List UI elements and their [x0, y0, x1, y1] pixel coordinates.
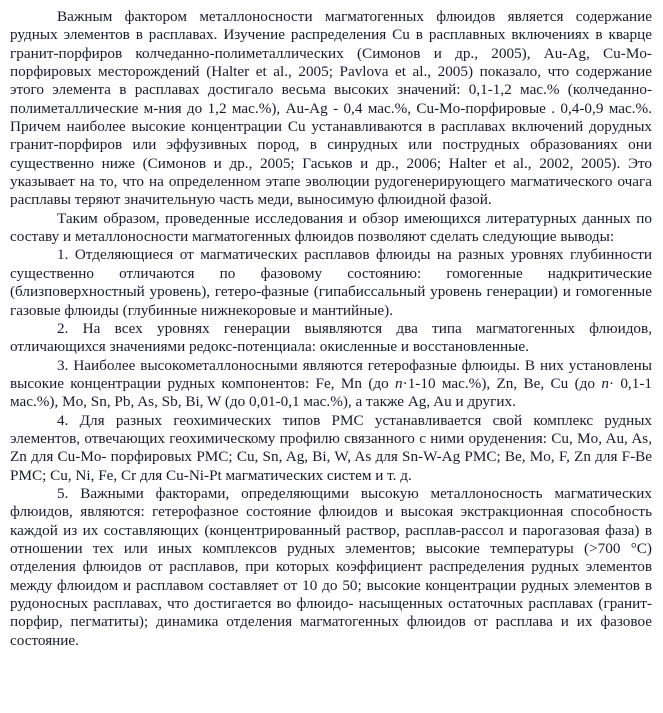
paragraph-conclusion-3: [10, 357, 652, 412]
paragraph-intro-metal-content: Важным фактором металлоносности магматогенных флюидов является содержание рудных элементов в расплавах. Изучение распределения Cu в расплавных включениях в кварце гранит-порфиров колчеданно-полиметаллических (Симонов и др., 2005), Au-Ag, Cu-Mo-порфировых месторождений (Halter et al., 2005; Pavlova et al., 2005) показало, что содержание этого элемента в расплавах достигало весьма высоких значений: 0,1-1,2 мас.% (колчеданно-полиметаллические м-ния до 1,2 мас.%), Au-Ag - 0,4 мас.%, Cu-Mo-порфировые . 0,4-0,9 мас.%. Причем наиболее высокие концентрации Cu устанавливаются в расплавах включений дорудных гранит-порфиров или эффузивных пород, в синрудных или пострудных образованиях они существенно ниже (Симонов и др., 2005; Гаськов и др., 2006; Halter et al., 2002, 2005). Это указывает на то, что на определенном этапе эволюции рудогенерирующего магматического очага расплавы теряют значительную часть меди, выносимую флюидной фазой.: [10, 8, 652, 209]
variable-n-italic: n: [395, 374, 403, 392]
paragraph-conclusions-lead: Таким образом, проведенные исследования и обзор имеющихся литературных данных по составу и металлоносности магматогенных флюидов позволяют сделать следующие выводы:: [10, 209, 652, 246]
text-segment: 3. Наиболее высокометаллоносными являются гетерофазные флюиды. В них установлены высокие концентрации рудных компонентов: Fe, Mn (до: [10, 356, 652, 392]
text-segment: · 0,1-1 мас.%), Mo, Sn, Pb, As, Sb, Bi, W (до 0,01-0,1 мас.%), а также Ag, Au и других.: [10, 374, 652, 411]
paragraph-conclusion-5: 5. Важными факторами, определяющими высокую металлоносность магматических флюидов, являются: гетерофазное состояние флюидов и высокая экстракционная способность каждой из их составляющих (концентрированный раствор, расплав-рассол и парогазовая фаза) в отношении тех или иных комплексов рудных элементов; высокие температуры (>700 °С) отделения флюидов от расплавов, при которых коэффициент распределения рудных элементов между флюидом и расплавом составляет от 10 до 50; высокие концентрации рудных элементов в рудоносных расплавах, что достигается во флюидо- насыщенных остаточных расплавах (гранит-порфир, пегматиты); динамика отделения магматогенных флюидов от расплава и их фазовое состояние.: [10, 484, 652, 649]
text-segment: ·1-10 мас.%), Zn, Be, Cu (до: [402, 374, 602, 392]
variable-n-italic: n: [601, 374, 609, 392]
paragraph-conclusion-2: 2. На всех уровнях генерации выявляются два типа магматогенных флюидов, отличающихся значениями редокс-потенциала: окисленные и восстановленные.: [10, 319, 652, 356]
paragraph-conclusion-1: 1. Отделяющиеся от магматических расплавов флюиды на разных уровнях глубинности существенно отличаются по фазовому состоянию: гомогенные надкритические (близповерхностный уровень), гетеро-фазные (гипабиссальный уровень генерации) и гомогенные газовые флюиды (глубинные нижнекоровые и мантийные).: [10, 246, 652, 319]
paragraph-conclusion-4: 4. Для разных геохимических типов РМС устанавливается свой комплекс рудных элементов, отвечающих геохимическому профилю связанного с ними оруденения: Cu, Mo, Au, As, Zn для Cu-Mo- порфировых РМС; Cu, Sn, Ag, Bi, W, As для Sn-W-Ag РМС; Be, Mo, F, Zn для F-Be РМС; Cu, Ni, Fe, Cr для Cu-Ni-Pt магматических систем и т. д.: [10, 411, 652, 484]
